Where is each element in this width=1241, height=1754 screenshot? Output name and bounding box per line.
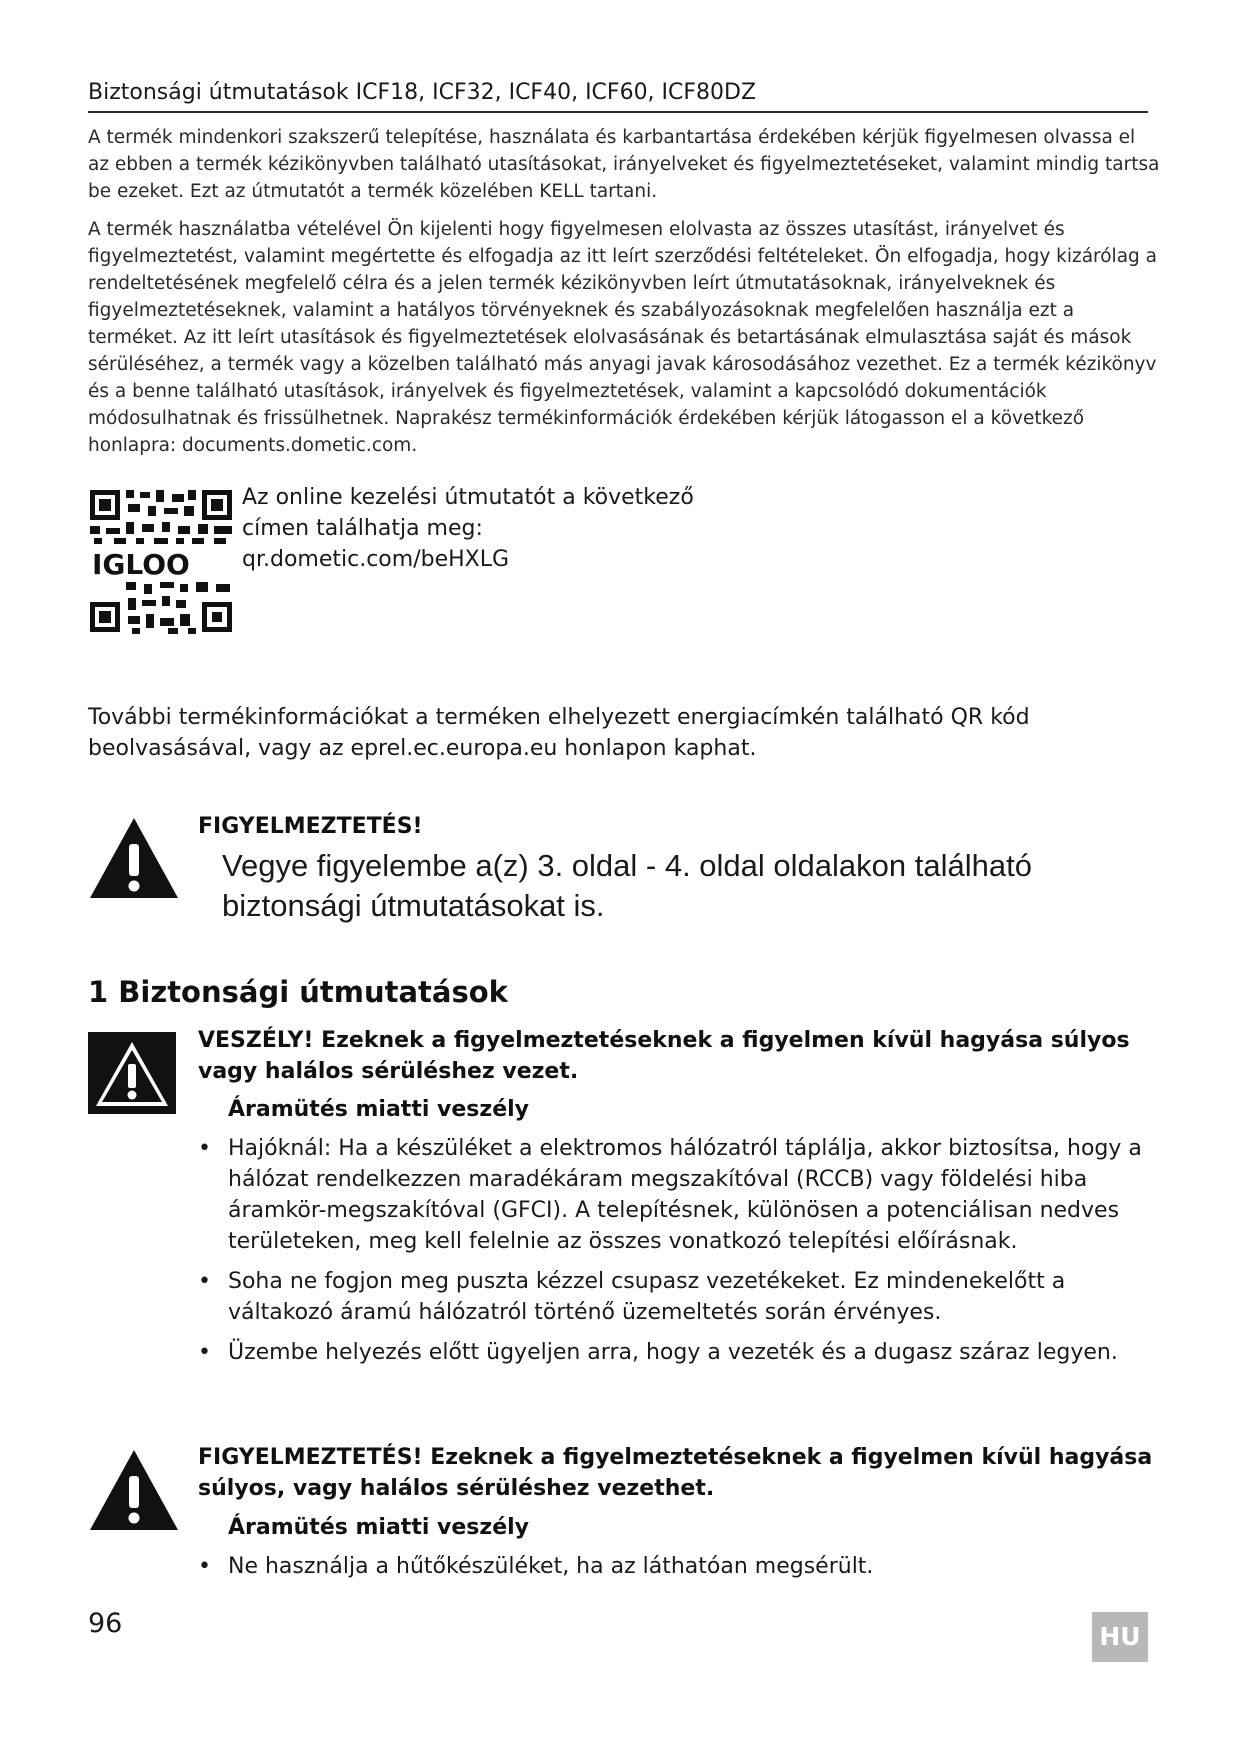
intro-paragraph-2: A termék használatba vételével Ön kijelenti hogy figyelmesen elolvasta az összes utasítást, irányelvet és figyelmeztetést, valamint megértette és elfogadja az itt leírt szerződési feltételeket. Ön elfogadja, hogy kizárólag a rendeltetésének megfelelő célra és a jelen termék kézikönyvben leírt útmutatásoknak, irányelveknek és figyelmeztetéseknek, valamint a hatályos törvényeknek és szabályozásoknak megfelelően használja ezt a terméket. Az itt leírt utasítások és figyelmeztetések elolvasásának és betartásának elmulasztása saját és mások sérüléséhez, a termék vagy a közelben található más anyagi javak károsodásához vezethet. Ez a termék kézikönyv és a benne található utasítások, irányelvek és figyelmeztetések, valamint a kapcsolódó dokumentációk módosulhatnak és frissülhetnek. Naprakész termékinformációk érdekében kérjük látogasson el a következő honlapra: documents.dometic.com.: [88, 219, 1157, 456]
warning-triangle-icon: [88, 816, 180, 904]
danger-title: VESZÉLY! Ezeknek a figyelmeztetéseknek a figyelmen kívül hagyása súlyos vagy halálos sérüléshez vezet.: [198, 1028, 1130, 1084]
section-title: 1 Biztonsági útmutatások: [88, 975, 508, 1009]
danger-subheading: Áramütés miatti veszély: [228, 1097, 530, 1122]
danger-list: [196, 1133, 1156, 1377]
warning-triangle-icon: [88, 1448, 180, 1536]
list-item: • Ne használja a hűtőkészüléket, ha az láthatóan megsérült.: [196, 1551, 1156, 1582]
qr-code[interactable]: [88, 488, 236, 636]
list-item: • Üzembe helyezés előtt ügyeljen arra, hogy a vezeték és a dugasz száraz legyen.: [196, 1337, 1156, 1368]
qr-caption-line-1: Az online kezelési útmutatót a következő: [242, 485, 694, 510]
list-item: • Hajóknál: Ha a készüléket a elektromos hálózatról táplálja, akkor biztosítsa, hogy a hálózat rendelkezzen maradékáram megszakítóval (RCCB) vagy földelési hiba áramkör-megszakítóval (GFCI). A telepítésnek, különösen a potenciálisan nedves területeken, meg kell felelnie az összes vonatkozó telepítési előírásnak.: [196, 1133, 1156, 1257]
intro-paragraph-1: A termék mindenkori szakszerű telepítése, használata és karbantartása érdekében kérjük figyelmesen olvassa el az ebben a termék kézikönyvben található utasításokat, irányelveket és figyelmeztetéseket, valamint mindig tartsa be ezeket. Ezt az útmutatót a termék közelében KELL tartani.: [88, 127, 1160, 202]
danger-icon: [88, 1032, 176, 1118]
qr-caption: [242, 482, 694, 575]
eprel-paragraph: További termékinformációkat a terméken elhelyezett energiacímkén található QR kód beolvasásával, vagy az eprel.ec.europa.eu honlapon kaphat.: [88, 705, 1030, 761]
qr-url[interactable]: qr.dometic.com/beHXLG: [242, 547, 510, 572]
warning-2-subheading: Áramütés miatti veszély: [228, 1515, 530, 1540]
qr-code-icon: [88, 488, 236, 636]
language-badge: HU: [1092, 1612, 1148, 1662]
qr-caption-line-2: címen találhatja meg:: [242, 516, 483, 541]
page-header: Biztonsági útmutatások ICF18, ICF32, ICF40, ICF60, ICF80DZ: [88, 80, 1148, 113]
igloo-logo: IGLOO: [92, 548, 190, 581]
page-number: 96: [88, 1608, 123, 1639]
list-item: • Soha ne fogjon meg puszta kézzel csupasz vezetékeket. Ez mindenekelőtt a váltakozó áramú hálózatról történő üzemeltetés során érvényes.: [196, 1266, 1156, 1328]
warning-text: Vegye figyelembe a(z) 3. oldal - 4. oldal oldalakon található biztonsági útmutatásokat is.: [222, 848, 1032, 923]
warning-title: FIGYELMEZTETÉS!: [198, 814, 423, 839]
warning-2-list: [196, 1551, 1156, 1591]
warning-2-title: FIGYELMEZTETÉS! Ezeknek a figyelmeztetéseknek a figyelmen kívül hagyása súlyos, vagy halálos sérüléshez vezethet.: [198, 1445, 1153, 1501]
